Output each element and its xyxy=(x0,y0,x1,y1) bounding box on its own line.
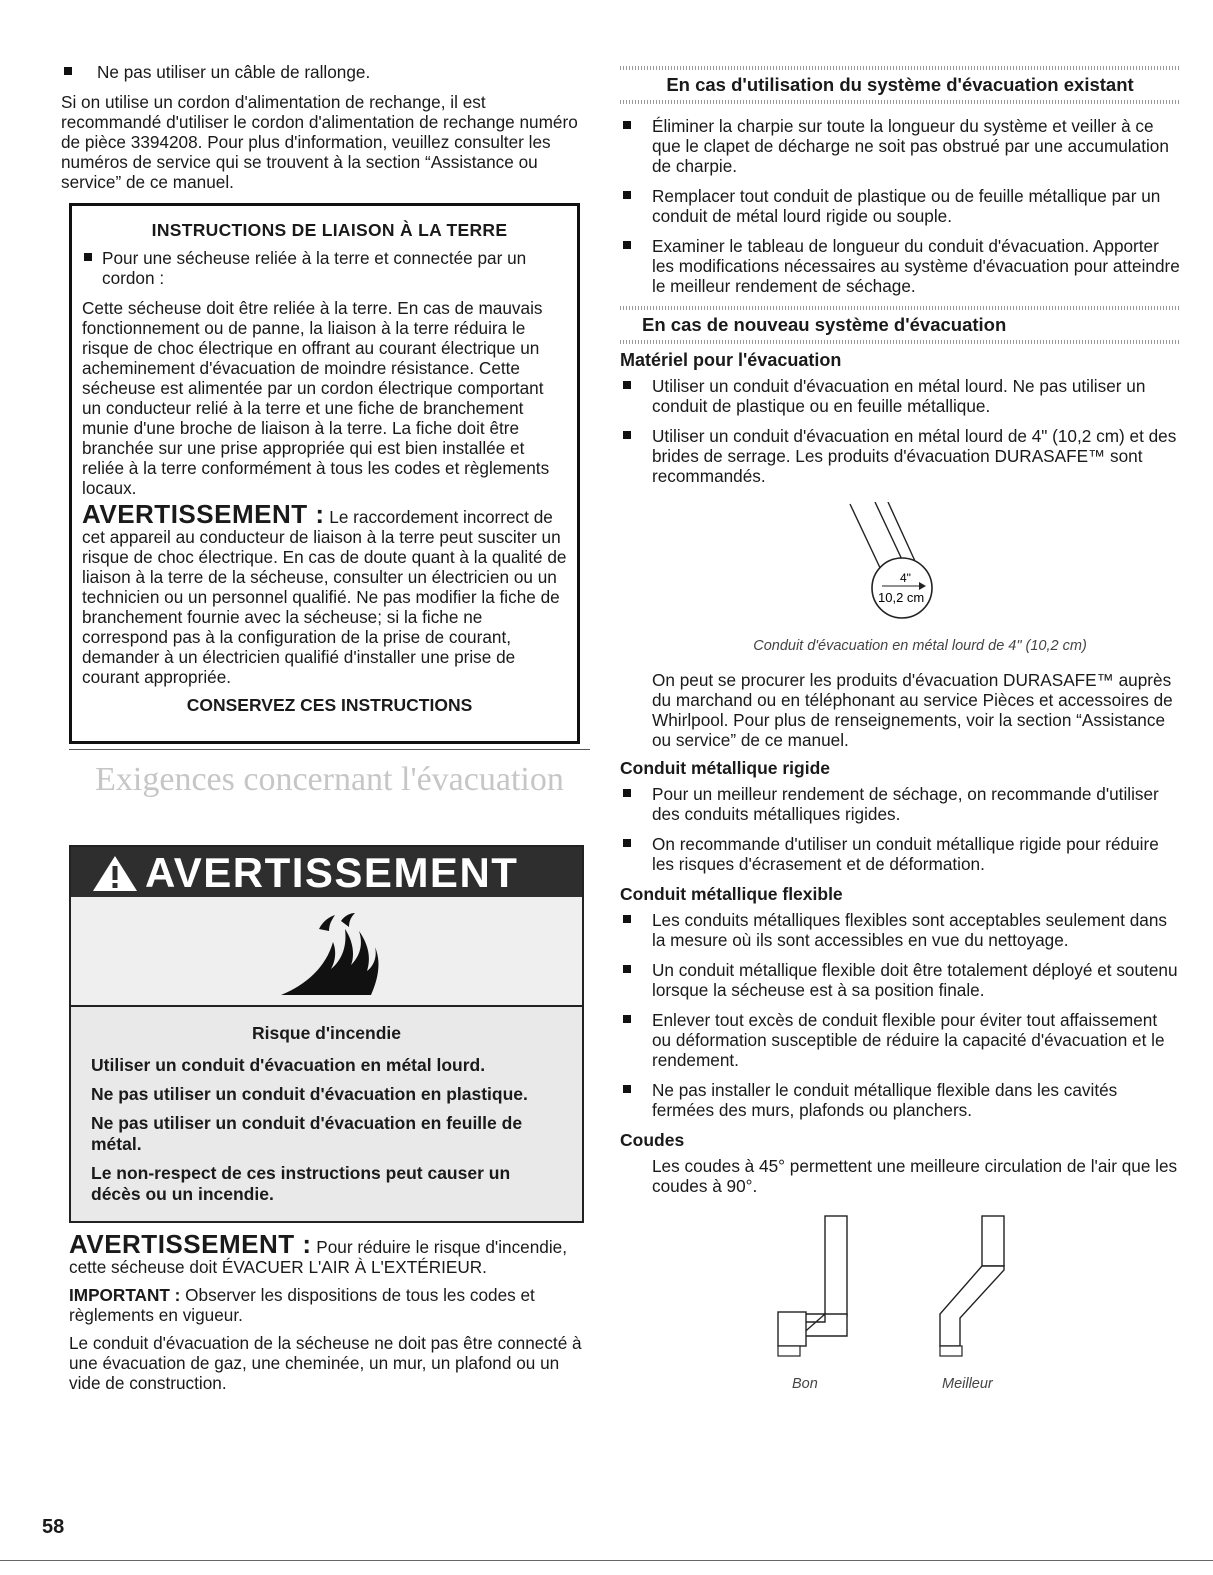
existing-bullet: Examiner le tableau de longueur du conduit d'évacuation. Apporter les modifications nécessaires au système d'évacuation pour atteindre le meilleur rendement de séchage. xyxy=(620,236,1180,296)
warning-line: Utiliser un conduit d'évacuation en métal lourd. xyxy=(91,1055,486,1075)
duct-size-cm: 10,2 cm xyxy=(878,590,925,605)
materiel-bullet: Utiliser un conduit d'évacuation en métal lourd de 4" (10,2 cm) et des brides de serrage. Les produits d'évacuation DURASAFE™ sont recommandés. xyxy=(620,426,1180,486)
grounding-bullet: Pour une sécheuse reliée à la terre et connectée par un cordon : xyxy=(82,248,577,288)
grounding-title: INSTRUCTIONS DE LIAISON À LA TERRE xyxy=(151,220,508,240)
grounding-warning xyxy=(82,499,577,687)
important-note xyxy=(69,1285,589,1325)
new-system-heading: En cas de nouveau système d'évacuation xyxy=(642,314,1007,335)
exhaust-warning xyxy=(69,1229,589,1277)
section-title: Exigences concernant l'évacuation xyxy=(95,761,564,798)
warning-band xyxy=(71,847,582,897)
flex-bullet: Enlever tout excès de conduit flexible pour éviter tout affaissement ou déformation susceptible de réduire la capacité d'évacuation et le rendement. xyxy=(620,1010,1180,1070)
fire-warning-box xyxy=(69,845,584,1223)
elbow-90-icon xyxy=(770,1214,860,1359)
rigid-bullet: On recommande d'utiliser un conduit métallique rigide pour réduire les risques d'écrasement et de déformation. xyxy=(620,834,1180,874)
important-label: IMPORTANT : xyxy=(69,1285,181,1305)
elbow-better-label: Meilleur xyxy=(942,1376,993,1392)
warning-triangle-icon xyxy=(91,853,139,893)
elbow-45-icon xyxy=(930,1214,1020,1359)
materiel-title: Matériel pour l'évacuation xyxy=(620,350,842,370)
fire-risk-subtitle: Risque d'incendie xyxy=(251,1023,402,1043)
exhaust-notes xyxy=(69,1229,589,1401)
existing-bullet: Éliminer la charpie sur toute la longueur du système et veiller à ce que le clapet de décharge ne soit pas obstrué par une accumulation de charpie. xyxy=(620,116,1180,176)
connection-paragraph: Le conduit d'évacuation de la sécheuse ne doit pas être connecté à une évacuation de gaz, une cheminée, un mur, un plafond ou un vide de construction. xyxy=(69,1333,582,1393)
dotted-rule xyxy=(620,306,1180,310)
elbow-good-label: Bon xyxy=(792,1376,818,1392)
bullet-extension-cord: Ne pas utiliser un câble de rallonge. xyxy=(61,62,589,82)
important-text: Observer les dispositions de tous les codes et règlements en vigueur. xyxy=(69,1285,535,1325)
page-number: 58 xyxy=(42,1516,65,1538)
existing-bullet: Remplacer tout conduit de plastique ou de feuille métallique par un conduit de métal lourd rigide ou souple. xyxy=(620,186,1180,226)
flex-bullet: Un conduit métallique flexible doit être totalement déployé et soutenu lorsque la sécheuse est à sa position finale. xyxy=(620,960,1180,1000)
warning-line: Le non-respect de ces instructions peut causer un décès ou un incendie. xyxy=(91,1163,511,1204)
materiel-bullet: Utiliser un conduit d'évacuation en métal lourd. Ne pas utiliser un conduit de plastique ou en feuille métallique. xyxy=(620,376,1180,416)
right-column xyxy=(620,62,1180,1404)
elbows-illustration xyxy=(620,1204,1180,1404)
warning-band-label: AVERTISSEMENT xyxy=(145,849,519,896)
exhaust-warning-text: Pour réduire le risque d'incendie, cette sécheuse doit ÉVACUER L'AIR À L'EXTÉRIEUR. xyxy=(69,1237,568,1277)
flex-title: Conduit métallique flexible xyxy=(620,884,843,904)
grounding-warning-text: Le raccordement incorrect de cet appareil au conducteur de liaison à la terre peut susciter un risque de choc électrique. En cas de doute quant à la qualité de liaison à la terre de la sécheuse, consulter un électricien ou un technicien ou un personnel qualifié. Ne pas modifier la fiche de branchement fournie avec la sécheuse; si la fiche ne correspond pas à la configuration de la prise de courant, demander à un électricien qualifié d'installer une prise de courant appropriée. xyxy=(82,507,567,687)
left-column xyxy=(61,62,589,200)
dotted-rule xyxy=(620,66,1180,70)
durasafe-paragraph: On peut se procurer les produits d'évacuation DURASAFE™ auprès du marchand ou en téléphonant au service Pièces et accessoires de Whirlpool. Pour plus de renseignements, voir la section “Assistance ou service” de ce manuel. xyxy=(652,670,1173,750)
dotted-rule xyxy=(620,100,1180,104)
duct-diagram-icon xyxy=(820,502,980,632)
fire-symbol-area xyxy=(71,897,582,1007)
fire-icon xyxy=(271,907,391,997)
duct-illustration xyxy=(620,496,1180,636)
warning-word: AVERTISSEMENT : xyxy=(82,499,325,529)
warning-line: Ne pas utiliser un conduit d'évacuation en plastique. xyxy=(91,1084,528,1104)
grounding-body: Cette sécheuse doit être reliée à la terre. En cas de mauvais fonctionnement ou de panne, la liaison à la terre réduira le risque de choc électrique en offrant au courant électrique un acheminement d'évacuation de moindre résistance. Cette sécheuse est alimentée par un cordon électrique comportant un conducteur relié à la terre et une fiche de branchement munie d'une broche de liaison à la terre. La fiche doit être branchée sur une prise appropriée qui est bien installée et reliée à la terre conformément à tous les codes et règlements locaux. xyxy=(82,298,550,498)
warning-line: Ne pas utiliser un conduit d'évacuation en feuille de métal. xyxy=(91,1113,523,1154)
flex-bullet: Les conduits métalliques flexibles sont acceptables seulement dans la mesure où ils sont accessibles en vue du nettoyage. xyxy=(620,910,1180,950)
duct-size-in: 4" xyxy=(900,571,911,585)
fire-warning-text xyxy=(71,1007,582,1221)
elbows-text: Les coudes à 45° permettent une meilleure circulation de l'air que les coudes à 90°. xyxy=(652,1156,1178,1196)
replacement-cord-paragraph: Si on utilise un cordon d'alimentation de rechange, il est recommandé d'utiliser le cordon d'alimentation de rechange numéro de pièce 3394208. Pour plus d'information, veuillez consulter les numéros de service qui se trouvent à la section “Assistance ou service” de ce manuel. xyxy=(61,92,578,192)
section-rule xyxy=(69,749,590,750)
elbows-title: Coudes xyxy=(620,1130,685,1150)
save-instructions: CONSERVEZ CES INSTRUCTIONS xyxy=(186,695,473,715)
page-bottom-rule xyxy=(0,1560,1213,1561)
existing-system-heading: En cas d'utilisation du système d'évacuation existant xyxy=(666,74,1134,95)
grounding-instructions-box xyxy=(69,203,580,744)
dotted-rule xyxy=(620,340,1180,344)
duct-caption: Conduit d'évacuation en métal lourd de 4" (10,2 cm) xyxy=(753,638,1087,654)
warning-word: AVERTISSEMENT : xyxy=(69,1229,312,1259)
rigid-title: Conduit métallique rigide xyxy=(620,758,831,778)
rigid-bullet: Pour un meilleur rendement de séchage, on recommande d'utiliser des conduits métalliques rigides. xyxy=(620,784,1180,824)
flex-bullet: Ne pas installer le conduit métallique flexible dans les cavités fermées des murs, plafonds ou planchers. xyxy=(620,1080,1180,1120)
